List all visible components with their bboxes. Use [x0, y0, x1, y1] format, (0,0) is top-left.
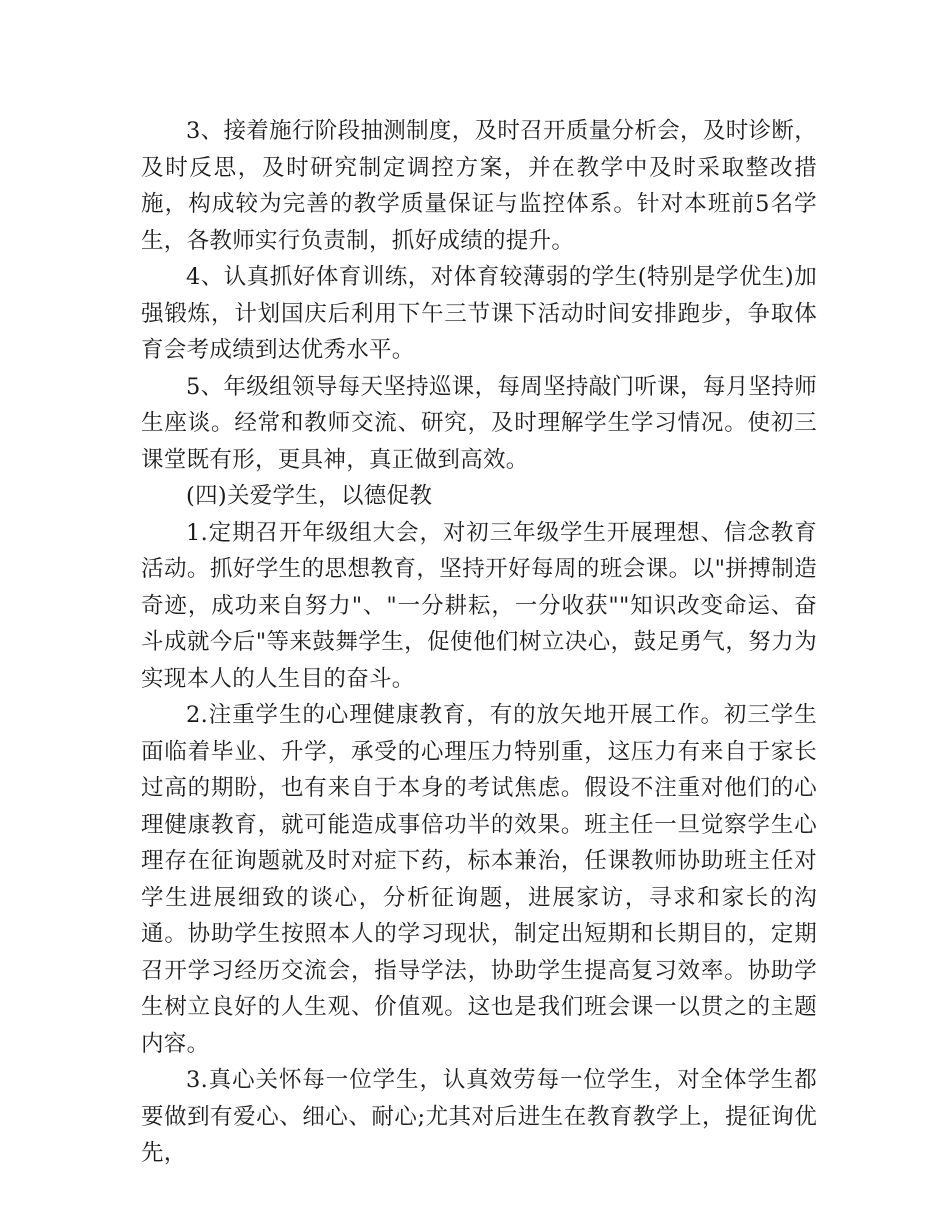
paragraph-sub-3: 3.真心关怀每一位学生，认真效劳每一位学生，对全体学生都要做到有爱心、细心、耐心;尤其对后进生在教育教学上，提征询优先， — [141, 1067, 817, 1166]
paragraph-item-3: 3、接着施行阶段抽测制度，及时召开质量分析会，及时诊断，及时反思，及时研究制定调控方案，并在教学中及时采取整改措施，构成较为完善的教学质量保证与监控体系。针对本班前5名学生，各教师实行负责制，抓好成绩的提升。 — [141, 118, 817, 254]
paragraph-sub-2: 2.注重学生的心理健康教育，有的放矢地开展工作。初三学生面临着毕业、升学，承受的心理压力特别重，这压力有来自于家长过高的期盼，也有来自于本身的考试焦虑。假设不注重对他们的心理健康教育，就可能造成事倍功半的效果。班主任一旦觉察学生心理存在征询题就及时对症下药，标本兼治，任课教师协助班主任对学生进展细致的谈心，分析征询题，进展家访，寻求和家长的沟通。协助学生按照本人的学习现状，制定出短期和长期目的，定期召开学习经历交流会，指导学法，协助学生提高复习效率。协助学生树立良好的人生观、价值观。这也是我们班会课一以贯之的主题内容。 — [141, 702, 817, 1057]
paragraph-sub-1: 1.定期召开年级组大会，对初三年级学生开展理想、信念教育活动。抓好学生的思想教育，坚持开好每周的班会课。以"拼搏制造奇迹，成功来自努力"、"一分耕耘，一分收获""知识改变命运、奋斗成就今后"等来鼓舞学生，促使他们树立决心，鼓足勇气，努力为实现本人的人生目的奋斗。 — [141, 519, 817, 692]
paragraph-item-5: 5、年级组领导每天坚持巡课，每周坚持敲门听课，每月坚持师生座谈。经常和教师交流、研究，及时理解学生学习情况。使初三课堂既有形，更具神，真正做到高效。 — [141, 373, 817, 473]
paragraph-item-4: 4、认真抓好体育训练，对体育较薄弱的学生(特别是学优生)加强锻炼，计划国庆后利用下午三节课下活动时间安排跑步，争取体育会考成绩到达优秀水平。 — [141, 264, 817, 363]
document-body — [141, 113, 817, 1172]
section-heading: (四)关爱学生，以德促教 — [186, 483, 433, 509]
